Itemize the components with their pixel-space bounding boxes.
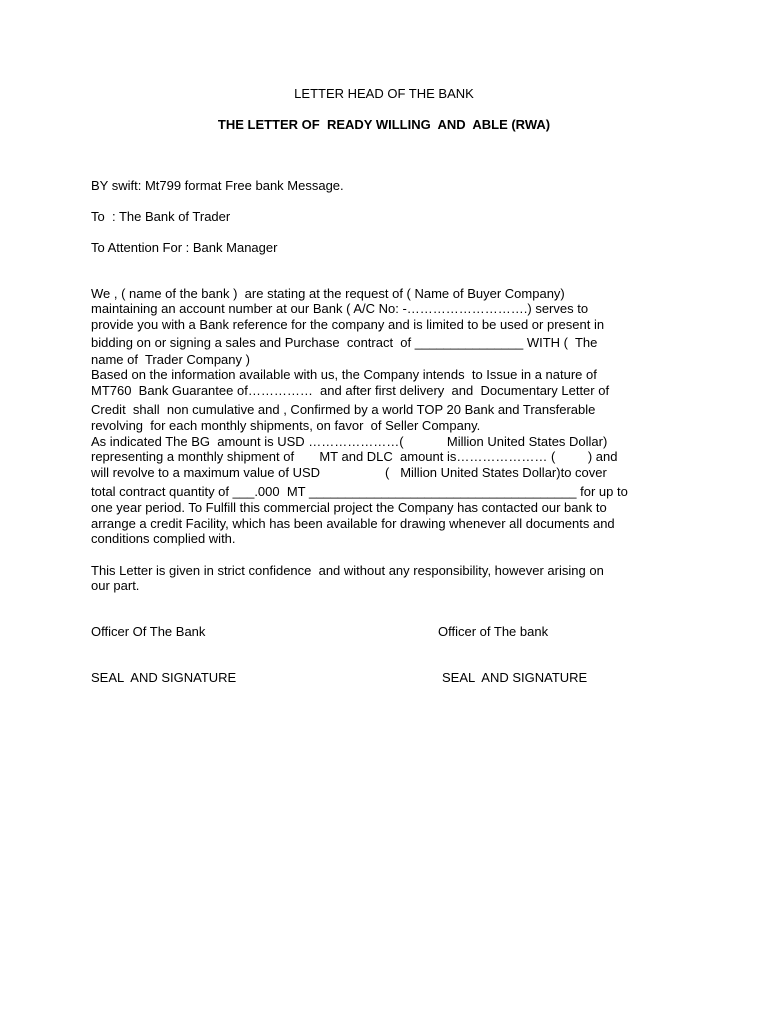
to-line: To : The Bank of Trader: [91, 209, 231, 224]
body-line: We , ( name of the bank ) are stating at the request of ( Name of Buyer Company): [91, 286, 565, 301]
seal-left: SEAL AND SIGNATURE: [91, 670, 237, 685]
body-line: provide you with a Bank reference for the company and is limited to be used or present in: [91, 317, 605, 332]
body-line: will revolve to a maximum value of USD ( Million United States Dollar)to cover: [91, 465, 607, 480]
body-line: As indicated The BG amount is USD …………………( Million United States Dollar): [91, 434, 608, 449]
body-line: bidding on or signing a sales and Purchase contract of _______________ WITH ( The: [91, 335, 598, 350]
body-line: total contract quantity of ___.000 MT _____________________________________ for up to: [91, 484, 628, 499]
body-line: revolving for each monthly shipments, on favor of Seller Company.: [91, 418, 481, 433]
letter-title: THE LETTER OF READY WILLING AND ABLE (RWA): [217, 117, 551, 132]
body-line: representing a monthly shipment of MT and DLC amount is………………… ( ) and: [91, 449, 618, 464]
attention-line: To Attention For : Bank Manager: [91, 240, 278, 255]
officer-right: Officer of The bank: [438, 624, 549, 639]
confidence-line: This Letter is given in strict confidence and without any responsibility, however arising on: [91, 563, 604, 578]
body-line: name of Trader Company ): [91, 352, 250, 367]
confidence-line: our part.: [91, 578, 140, 593]
body-line: maintaining an account number at our Bank ( A/C No: -……………………….) serves to: [91, 301, 589, 316]
by-swift-line: BY swift: Mt799 format Free bank Message.: [91, 178, 344, 193]
officer-left: Officer Of The Bank: [91, 624, 206, 639]
letterhead: LETTER HEAD OF THE BANK: [294, 86, 474, 101]
body-line: Based on the information available with us, the Company intends to Issue in a nature of: [91, 367, 597, 382]
body-line: Credit shall non cumulative and , Confirmed by a world TOP 20 Bank and Transferable: [91, 402, 596, 417]
body-line: conditions complied with.: [91, 531, 236, 546]
body-line: arrange a credit Facility, which has been available for drawing whenever all documents and: [91, 516, 615, 531]
body-line: MT760 Bank Guarantee of…………… and after first delivery and Documentary Letter of: [91, 383, 610, 398]
seal-right: SEAL AND SIGNATURE: [442, 670, 588, 685]
body-line: one year period. To Fulfill this commercial project the Company has contacted our bank to: [91, 500, 607, 515]
